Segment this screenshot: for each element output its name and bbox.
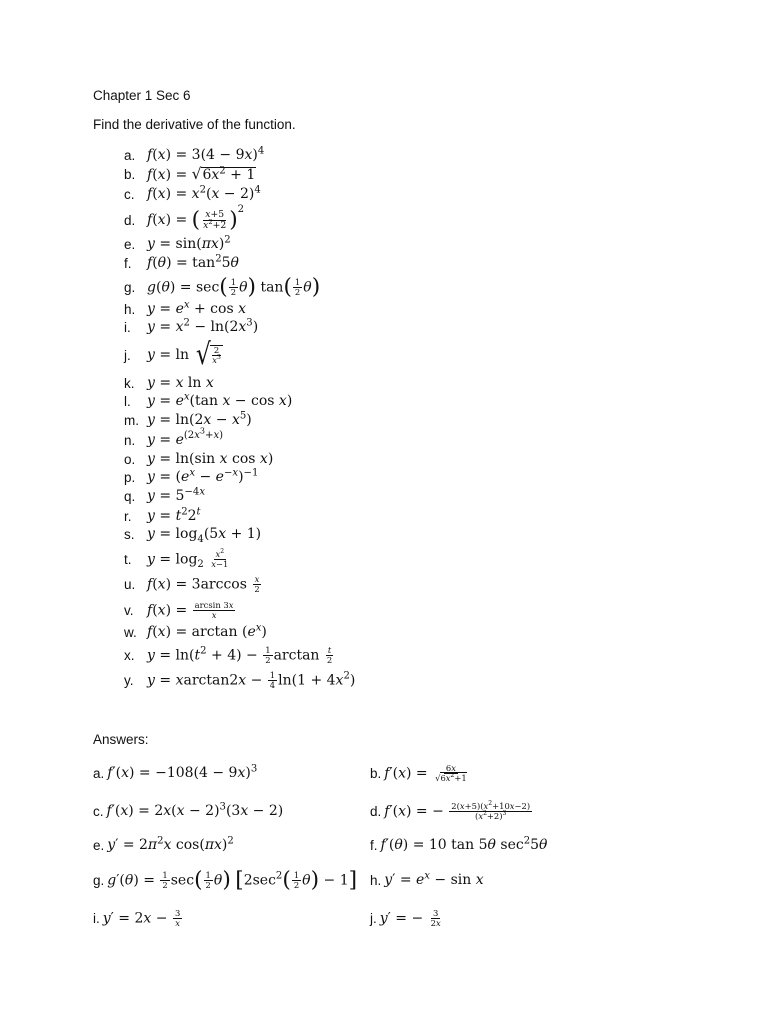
answer-expression: y′ = 2x − $\frac{3}{x}$ bbox=[102, 907, 181, 928]
problem-expression: $y = e^x + \cos x$ bbox=[147, 299, 246, 317]
problem-label: y. bbox=[124, 672, 134, 688]
answer-expression: g′(θ) = $\frac{1}{2}$ sec( $\frac{1}{2}$ θ) [$2\sec^2$( $\frac{1}{2}$ θ) − 1] bbox=[107, 867, 358, 893]
answer-label: j. bbox=[370, 910, 377, 926]
problem-label: n. bbox=[124, 432, 136, 448]
problem-label: o. bbox=[124, 451, 136, 467]
problem-expression: $f(x) = √6x^2 + 1$ bbox=[147, 164, 256, 183]
answer-item bbox=[370, 834, 547, 856]
problem-label: c. bbox=[124, 186, 135, 202]
problem-expression: $y = \ln(t^2 + 4)$ − $\frac{1}{2}$ arctan $\frac{t}{2}$ bbox=[147, 644, 333, 665]
problem-label: j. bbox=[124, 347, 131, 363]
instruction-text: Find the derivative of the function. bbox=[93, 117, 296, 132]
problem-expression: $y = e^x(\tan$ x − cos x) bbox=[147, 391, 293, 409]
problem-expression: $y = x^2 - \ln(2x^3)$ bbox=[147, 317, 259, 335]
problem-label: h. bbox=[124, 301, 136, 317]
answer-item bbox=[93, 866, 357, 894]
problem-expression: y = xarctan2x − $\frac{1}{4}$ $\ln(1 + 4x^2)$ bbox=[147, 669, 356, 690]
problem-label: e. bbox=[124, 236, 136, 252]
problem-label: w. bbox=[124, 624, 137, 640]
answer-label: f. bbox=[370, 837, 378, 853]
answer-item bbox=[93, 903, 183, 933]
problem-label: v. bbox=[124, 602, 134, 618]
problem-expression: f(x) = $\frac{\arcsin 3x}{x}$ bbox=[147, 599, 234, 620]
answer-item bbox=[93, 762, 257, 784]
answer-item bbox=[93, 800, 283, 822]
answer-label: g. bbox=[93, 872, 105, 888]
answer-label: c. bbox=[93, 803, 104, 819]
problem-expression: $y = \sin(\pi x)^2$ bbox=[147, 234, 231, 252]
problem-label: s. bbox=[124, 526, 135, 542]
problem-expression: $y = \log_2$ $\frac{x^2}{x-1}$ bbox=[147, 547, 229, 570]
problem-expression: $y = \log_4(5x + 1)$ bbox=[147, 526, 262, 545]
answer-expression: y′ = − $\frac{3}{2x}$ bbox=[379, 907, 441, 928]
problem-expression: $f(x) = x^2(x - 2)^4$ bbox=[147, 184, 261, 202]
answer-expression: $f'(x) = 2x(x - 2)^3(3x - 2)$ bbox=[106, 801, 284, 819]
problem-expression: $f(x) = 3(4 - 9x)^4$ bbox=[147, 145, 265, 163]
problem-label: u. bbox=[124, 576, 136, 592]
answer-item bbox=[370, 796, 533, 826]
problem-expression: $f(x) = \arctan (e^x)$ bbox=[147, 622, 267, 640]
problem-expression: f(x) = 3arccos $\frac{x}{2}$ bbox=[147, 573, 260, 594]
problem-expression: $f(\theta) = \tan^25\theta$ bbox=[147, 253, 239, 271]
problem-label: l. bbox=[124, 393, 131, 409]
problem-expression: g(θ) = sec( $\frac{1}{2}$ θ) tan( $\frac{1}{2}$ θ) bbox=[147, 274, 321, 300]
problem-expression: $y = \ln(2x - x^5)$ bbox=[147, 410, 252, 428]
answer-expression: f′(θ) = 10 tan 5θ $\sec^25\theta$ bbox=[380, 835, 548, 853]
answer-expression: f′(x) = $\frac{6x}{√6x^2+1}$ bbox=[384, 762, 467, 783]
answer-item bbox=[370, 903, 444, 933]
answer-label: b. bbox=[370, 765, 382, 781]
chapter-title: Chapter 1 Sec 6 bbox=[93, 88, 191, 103]
problem-label: g. bbox=[124, 279, 136, 295]
problem-expression: y = x ln x bbox=[147, 375, 214, 391]
answer-label: h. bbox=[370, 872, 382, 888]
problem-expression: $y = e^{(2x^3+x)}$ bbox=[147, 426, 224, 448]
problem-label: d. bbox=[124, 212, 136, 228]
problem-label: m. bbox=[124, 412, 139, 428]
answer-expression: $y' = 2\pi^2x$ $\cos(\pi x)^2$ bbox=[107, 835, 234, 853]
problem-label: r. bbox=[124, 508, 132, 524]
problem-expression: y = ln √ $\frac{2}{x^3}$ bbox=[147, 337, 221, 372]
answer-item bbox=[93, 834, 234, 856]
answer-label: e. bbox=[93, 837, 105, 853]
problem-expression: $y = 5^{-4x}$ bbox=[147, 486, 206, 504]
problem-label: b. bbox=[124, 166, 136, 182]
answer-item bbox=[370, 758, 470, 788]
problem-expression: y = ln(sin x cos x) bbox=[147, 451, 274, 467]
problem-label: a. bbox=[124, 147, 136, 163]
answers-heading: Answers: bbox=[93, 732, 149, 747]
problem-label: p. bbox=[124, 469, 136, 485]
problem-expression: $y = t^22^t$ bbox=[147, 506, 201, 524]
answer-expression: f′(x) = − $\frac{2(x+5)(x^2+10x-2)}{(x^2+2)^3}$ bbox=[384, 799, 531, 821]
answer-expression: $f'(x) = -108(4 - 9x)^3$ bbox=[107, 763, 258, 781]
answer-item bbox=[370, 869, 484, 891]
problem-expression: f(x) = ( $\frac{x+5}{x^2+2}$ )$^2$ bbox=[147, 204, 245, 233]
answer-label: a. bbox=[93, 765, 105, 781]
problem-label: k. bbox=[124, 375, 135, 391]
problem-label: x. bbox=[124, 647, 135, 663]
answer-expression: $y' = e^x - \sin x$ bbox=[384, 870, 484, 888]
problem-label: i. bbox=[124, 319, 131, 335]
problem-label: f. bbox=[124, 255, 132, 271]
answer-label: d. bbox=[370, 803, 382, 819]
answer-label: i. bbox=[93, 910, 100, 926]
problem-label: q. bbox=[124, 488, 136, 504]
problem-label: t. bbox=[124, 551, 132, 567]
problem-expression: $y = (e^x - e^{-x})^{-1}$ bbox=[147, 467, 259, 485]
